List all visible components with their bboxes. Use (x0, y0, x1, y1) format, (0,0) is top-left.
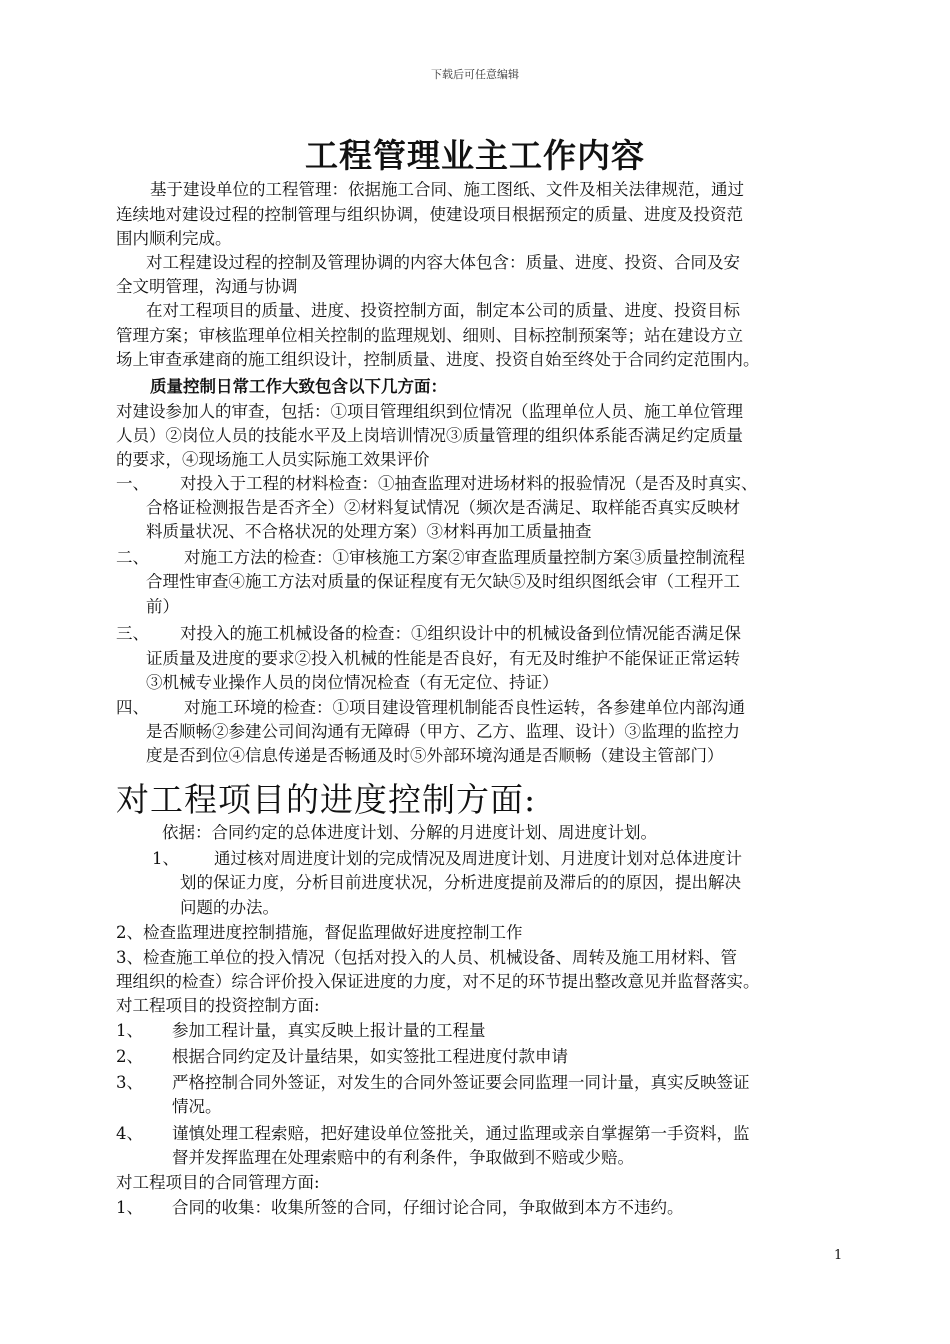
list-marker: 1、 (116, 1021, 143, 1040)
targets-line: 在对工程项目的质量、进度、投资控制方面，制定本公司的质量、进度、投资目标 (146, 301, 740, 320)
scope-line: 全文明管理，沟通与协调 (116, 277, 298, 296)
list-item-line: 料质量状况、不合格状况的处理方案）③材料再加工质量抽查 (146, 522, 592, 541)
investment-heading: 对工程项目的投资控制方面: (116, 996, 320, 1015)
list-item-line: 参加工程计量，真实反映上报计量的工程量 (172, 1021, 486, 1040)
contract-heading: 对工程项目的合同管理方面: (116, 1173, 320, 1192)
list-item-line: 对投入的施工机械设备的检查：①组织设计中的机械设备到位情况能否满足保 (180, 624, 741, 643)
header-note: 下载后可任意编辑 (431, 68, 519, 81)
list-marker: 二、 (116, 548, 149, 567)
page-number: 1 (834, 1248, 843, 1263)
list-item-line: 根据合同约定及计量结果，如实签批工程进度付款申请 (172, 1047, 568, 1066)
list-item-line: 划的保证力度，分析目前进度状况，分析进度提前及滞后的的原因，提出解决 (180, 873, 741, 892)
list-item-line: 对投入于工程的材料检查：①抽查监理对进场材料的报验情况（是否及时真实、 (180, 474, 758, 493)
list-marker: 3、 (116, 1073, 143, 1092)
intro-line: 基于建设单位的工程管理：依据施工合同、施工图纸、文件及相关法律规范，通过 (150, 180, 744, 199)
list-item-line: 前） (146, 597, 179, 616)
list-marker: 1、 (152, 849, 179, 868)
participants-line: 人员）②岗位人员的技能水平及上岗培训情况③质量管理的组织体系能否满足约定质量 (116, 426, 743, 445)
list-item-line: 谨慎处理工程索赔，把好建设单位签批关，通过监理或亲自掌握第一手资料，监 (172, 1124, 750, 1143)
list-marker: 三、 (116, 624, 149, 643)
list-item-line: 严格控制合同外签证，对发生的合同外签证要会同监理一同计量，真实反映签证 (172, 1073, 750, 1092)
list-item-line: 督并发挥监理在处理索赔中的有利条件，争取做到不赔或少赔。 (172, 1148, 634, 1167)
targets-line: 管理方案；审核监理单位相关控制的监理规划、细则、目标控制预案等；站在建设方立 (116, 326, 743, 345)
schedule-item-3-line: 理组织的检查）综合评价投入保证进度的力度，对不足的环节提出整改意见并监督落实。 (116, 972, 760, 991)
list-item-line: 通过核对周进度计划的完成情况及周进度计划、月进度计划对总体进度计 (214, 849, 742, 868)
list-item-line: 问题的办法。 (180, 898, 279, 917)
schedule-item-3-line: 3、检查施工单位的投入情况（包括对投入的人员、机械设备、周转及施工用材料、管 (116, 948, 737, 967)
list-marker: 4、 (116, 1124, 143, 1143)
participants-line: 对建设参加人的审查，包括：①项目管理组织到位情况（监理单位人员、施工单位管理 (116, 402, 743, 421)
list-item-line: 合同的收集：收集所签的合同，仔细讨论合同，争取做到本方不违约。 (172, 1198, 684, 1217)
schedule-heading: 对工程项目的进度控制方面: (116, 780, 537, 819)
list-item-line: 对施工方法的检查：①审核施工方案②审查监理质量控制方案③质量控制流程 (184, 548, 745, 567)
schedule-basis: 依据：合同约定的总体进度计划、分解的月进度计划、周进度计划。 (162, 823, 657, 842)
scope-line: 对工程建设过程的控制及管理协调的内容大体包含：质量、进度、投资、合同及安 (146, 253, 740, 272)
list-marker: 一、 (116, 474, 149, 493)
quality-heading: 质量控制日常工作大致包含以下几方面： (150, 377, 447, 396)
list-item-line: 合理性审查④施工方法对质量的保证程度有无欠缺⑤及时组织图纸会审（工程开工 (146, 572, 740, 591)
intro-line: 连续地对建设过程的控制管理与组织协调，使建设项目根据预定的质量、进度及投资范 (116, 205, 743, 224)
intro-line: 围内顺利完成。 (116, 229, 232, 248)
list-item-line: 度是否到位④信息传递是否畅通及时⑤外部环境沟通是否顺畅（建设主管部门） (146, 746, 724, 765)
list-marker: 2、 (116, 1047, 143, 1066)
participants-line: 的要求，④现场施工人员实际施工效果评价 (116, 450, 430, 469)
list-item-line: 证质量及进度的要求②投入机械的性能是否良好，有无及时维护不能保证正常运转 (146, 649, 740, 668)
list-item-line: 是否顺畅②参建公司间沟通有无障碍（甲方、乙方、监理、设计）③监理的监控力 (146, 722, 740, 741)
schedule-item-2: 2、检查监理进度控制措施，督促监理做好进度控制工作 (116, 923, 523, 942)
list-item-line: 情况。 (172, 1097, 222, 1116)
list-marker: 1、 (116, 1198, 143, 1217)
list-marker: 四、 (116, 698, 149, 717)
list-item-line: 对施工环境的检查：①项目建设管理机制能否良性运转，各参建单位内部沟通 (184, 698, 745, 717)
targets-line: 场上审查承建商的施工组织设计，控制质量、进度、投资自始至终处于合同约定范围内。 (116, 350, 760, 369)
page-title: 工程管理业主工作内容 (305, 136, 645, 175)
list-item-line: ③机械专业操作人员的岗位情况检查（有无定位、持证） (146, 673, 559, 692)
list-item-line: 合格证检测报告是否齐全）②材料复试情况（频次是否满足、取样能否真实反映材 (146, 498, 740, 517)
